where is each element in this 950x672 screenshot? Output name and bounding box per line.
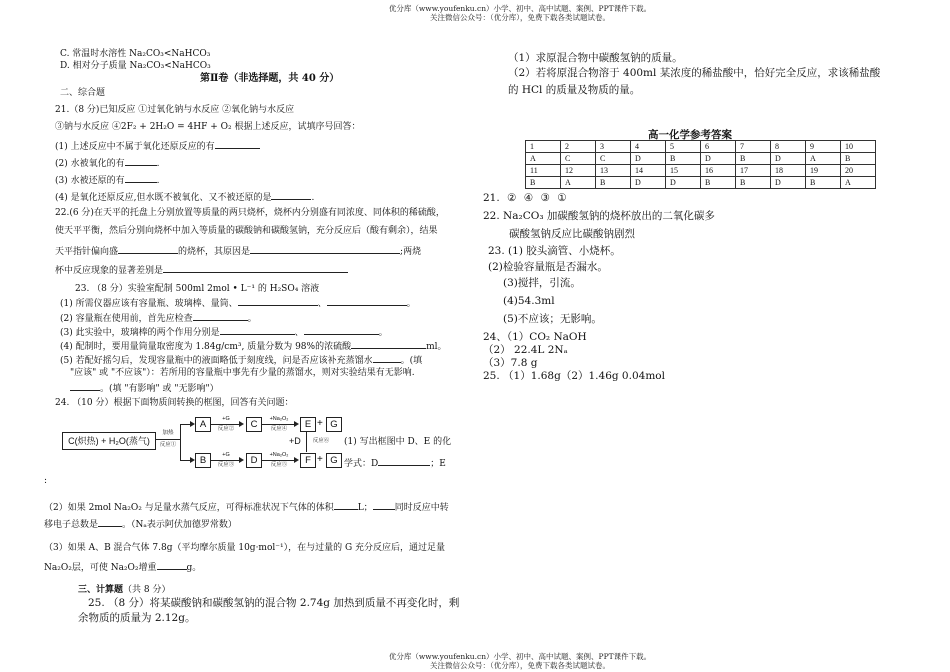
q24-part-3-line-2: Na₂O₂层，可使 Na₂O₂增重 g。 [44,560,201,574]
q24-part-3-line-1: （3）如果 A、B 混合气体 7.8g（平均摩尔质量 10g·mol⁻¹），在与过量的 G 充分反应后，通过足量 [44,543,446,553]
answers-table-cell: 12 [561,165,596,177]
answers-table-cell: 14 [631,165,666,177]
diagram-start-box: C(炽热) + H₂O(蒸气) [62,432,156,450]
diagram-plus-g-2: +G [222,452,230,458]
answers-table-cell: D [666,177,701,189]
q23-part-5-line-3: 。(填 "有影响" 或 "无影响"） [70,381,219,395]
answers-table-cell: B [736,177,771,189]
answers-table-cell: D [631,177,666,189]
answers-table-cell: 1 [526,141,561,153]
answer-23-part-1: 23. (1) 胶头滴管、小烧杯。 [488,245,621,257]
answers-table-cell: A [806,153,841,165]
q21-part-4: (4) 是氧化还原反应,但水既不被氧化、又不被还原的是 . [55,190,314,204]
diagram-box-c: C [246,417,262,432]
q22-line-3: 天平指针偏向盛 的烧杯，其原因是 ;两烧 [55,244,421,258]
diagram-box-f: F [300,453,316,468]
diagram-box-e: E [300,417,316,432]
answers-table-cell: A [561,177,596,189]
q25-right-part-2-line-1: （2）若将原混合物溶于 400ml 某浓度的稀盐酸中，恰好完全反应，求该稀盐酸 [508,67,881,79]
answers-table-cell: D [701,153,736,165]
answers-table-cell: B [596,177,631,189]
q23-part-4: (4) 配制时，要用量筒量取密度为 1.84g/cm³, 质量分数为 98%的浓硫酸 ml。 [60,339,447,353]
q22-line-4: 杯中反应现象的显著差别是 [55,263,348,277]
answer-24-part-3: （3）7.8 g [483,357,538,369]
answers-table-cell: 17 [736,165,771,177]
diagram-plus-e: + [317,418,323,429]
answers-table-cell: D [771,153,806,165]
answer-23-part-5: (5)不应该；无影响。 [503,313,602,325]
answers-table-cell: B [526,177,561,189]
diagram-reaction-6-label: 反应⑥ [312,438,330,444]
answers-table-cell: 9 [806,141,841,153]
answers-table-row [526,141,876,153]
answer-22-line-1: 22. Na₂CO₃ 加碳酸氢钠的烧杯放出的二氧化碳多 [483,210,715,222]
q25-right-part-2-line-2: 的 HCl 的质量及物质的量。 [508,84,641,96]
answers-table-row [526,165,876,177]
diagram-box-g-1: G [326,417,342,432]
q22-line-1: 22.(6 分)在天平的托盘上分别放置等质量的两只烧杯，烧杯内分别盛有同浓度、同体积的稀硫酸， [55,208,445,218]
answers-table-cell: 11 [526,165,561,177]
q21-line-2: ③钠与水反应 ④2F₂ + 2H₂O = 4HF + O₂ 根据上述反应，试填序号回答： [55,122,361,132]
diagram-plus-na2o2-1: +Na₂O₂ [269,416,289,422]
diagram-reaction-1-label: 反应① [159,442,177,448]
diagram-box-d: D [246,453,262,468]
q25-line-1: 25. （8 分）将某碳酸钠和碳酸氢钠的混合物 2.74g 加热到质量不再变化时，剩 [88,597,460,609]
diagram-reaction-5-label: 反应⑤ [270,462,288,468]
q23-line-1: 23. （8 分）实验室配制 500ml 2mol • L⁻¹ 的 H₂SO₄ 溶液 [75,284,320,294]
answers-table-cell: B [666,153,701,165]
answer-25: 25. （1）1.68g（2）1.46g 0.04mol [483,370,665,382]
answer-22-line-2: 碳酸氢钠反应比碳酸钠剧烈 [509,228,635,240]
answers-table-cell: 6 [701,141,736,153]
header-line-1: 优分库（www.youfenku.cn）小学、初中、高中试题、案例、PPT课件下载。 [388,4,652,13]
answers-table-cell: 4 [631,141,666,153]
answers-table-cell: A [526,153,561,165]
footer-line-1: 优分库（www.youfenku.cn）小学、初中、高中试题、案例、PPT课件下载。 [388,652,652,661]
answers-table [525,140,876,189]
answers-table-cell: 16 [701,165,736,177]
answers-table-cell: B [806,177,841,189]
answers-table-cell: B [841,153,876,165]
answers-table-cell: C [561,153,596,165]
section-3-heading: 三、计算题（共 8 分） [78,585,171,595]
answer-21: 21. ② ④ ③ ① [483,192,567,204]
answers-table-cell: 5 [666,141,701,153]
q21-part-3: (3) 水被还原的有 . [55,173,160,187]
answers-table-cell: 19 [806,165,841,177]
diagram-reaction-3-label: 反应③ [217,462,235,468]
diagram-reaction-2-label: 反应② [217,426,235,432]
q24-part-2-line-2: 移电子总数是 。（Nₐ表示阿伏加德罗常数） [44,517,237,531]
diagram-box-b: B [195,453,211,468]
answers-table-cell: 13 [596,165,631,177]
answers-title: 高一化学参考答案 [648,129,732,141]
footer-line-2: 关注微信公众号：（优分库），免费下载各类试题试卷。 [430,661,610,670]
answers-table-row [526,177,876,189]
answers-table-cell: 7 [736,141,771,153]
diagram-plus-d: +D [289,436,301,446]
answers-table-cell: D [771,177,806,189]
answer-24-part-1: 24、（1）CO₂ NaOH [483,331,587,343]
option-d: D. 相对分子质量 Na₂CO₃<NaHCO₃ [60,61,211,71]
answer-23-part-4: (4)54.3ml [503,295,555,307]
q22-line-2: 使天平平衡，然后分别向烧杯中加入等质量的碳酸钠和碳酸氢钠，充分反应后（酸有剩余），结果 [55,226,438,236]
answers-table-cell: 10 [841,141,876,153]
q23-part-2: (2) 容量瓶在使用前，首先应检查 。 [60,311,257,325]
part2-title: 第Ⅱ卷（非选择题，共 40 分） [200,73,340,84]
diagram-heat-label: 加热 [162,430,174,436]
q21-part-1: (1) 上述反应中不属于氧化还原反应的有 [55,139,260,153]
answer-23-part-2: (2)检验容量瓶是否漏水。 [488,261,608,273]
q21-line-1: 21.（8 分)已知反应 ①过氧化钠与水反应 ②氧化钠与水反应 [55,105,295,115]
q23-part-5: (5) 若配好摇匀后，发现容量瓶中的液面略低于刻度线，问是否应该补充蒸馏水 。(填 [60,353,422,367]
answers-table-cell: 20 [841,165,876,177]
q21-part-2: (2) 水被氧化的有 . [55,156,160,170]
q23-part-1: (1) 所需仪器应该有容量瓶、玻璃棒、量筒、 、 。 [60,296,416,310]
q23-part-5-line-2: "应该" 或 "不应该"）：若所用的容量瓶中事先有少量的蒸馏水，则对实验结果有无影响. [70,368,415,378]
q24-part-1-line-2: 学式：D ；E [344,456,446,470]
header-line-2: 关注微信公众号：（优分库），免费下载各类试题试卷。 [430,13,610,22]
diagram-box-g-2: G [326,453,342,468]
q23-part-3: (3) 此实验中，玻璃棒的两个作用分别是 、 。 [60,325,388,339]
answers-table-cell: B [701,177,736,189]
diagram-box-a: A [195,417,211,432]
diagram-reaction-4-label: 反应④ [270,426,288,432]
q24-stray-colon: : [44,476,48,486]
answers-table-cell: D [631,153,666,165]
answers-table-cell: 8 [771,141,806,153]
answers-table-cell: 15 [666,165,701,177]
answers-table-cell: 2 [561,141,596,153]
q25-line-2: 余物质的质量为 2.12g。 [78,612,196,624]
option-c: C. 常温时水溶性 Na₂CO₃<NaHCO₃ [60,49,211,59]
q24-part-1-line-1: (1) 写出框图中 D、E 的化 [344,437,452,447]
diagram-plus-na2o2-2: +Na₂O₂ [269,452,289,458]
answer-23-part-3: (3)搅拌，引流。 [503,277,581,289]
answers-table-row [526,153,876,165]
answers-table-cell: C [596,153,631,165]
diagram-plus-g-1: +G [222,416,230,422]
diagram-plus-f: + [317,454,323,465]
answers-table-cell: 18 [771,165,806,177]
answers-table-cell: 3 [596,141,631,153]
section-2-heading: 二、综合题 [60,88,106,98]
q24-line-1: 24. （10 分）根据下面物质间转换的框图，回答有关问题： [55,398,294,408]
q24-part-2-line-1: （2）如果 2mol Na₂O₂ 与足量水蒸气反应，可得标准状况下气体的体积 L； 同时反应中转 [44,500,449,514]
answers-table-cell: A [841,177,876,189]
answer-24-part-2: （2） 22.4L 2Nₐ [483,344,568,356]
q25-right-part-1: （1）求原混合物中碳酸氢钠的质量。 [508,52,683,64]
answers-table-cell: B [736,153,771,165]
